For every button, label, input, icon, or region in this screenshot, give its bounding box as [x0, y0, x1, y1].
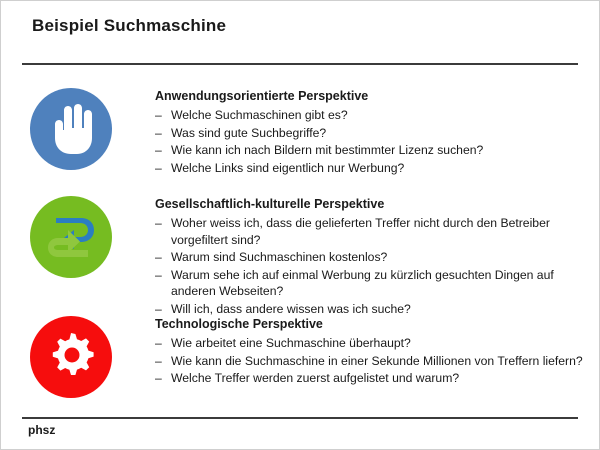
bullet-list — [155, 335, 585, 387]
list-item: – Will ich, dass andere wissen was ich suche? — [155, 301, 585, 318]
page-title: Beispiel Suchmaschine — [32, 16, 227, 35]
block-text-social — [155, 196, 585, 318]
block-heading: Anwendungsorientierte Perspektive — [155, 89, 369, 103]
footer-divider — [22, 417, 578, 419]
hand-icon — [30, 88, 112, 170]
footer-logo: phsz — [28, 423, 56, 437]
title-divider — [22, 63, 578, 65]
block-text-applied — [155, 88, 585, 177]
list-item: – Warum sehe ich auf einmal Werbung zu kürzlich gesuchten Dingen auf anderen Webseiten? — [155, 267, 585, 300]
list-item: – Wie kann ich nach Bildern mit bestimmter Lizenz suchen? — [155, 142, 585, 159]
bullet-list — [155, 215, 585, 317]
list-item: – Was sind gute Suchbegriffe? — [155, 125, 585, 142]
list-item: – Wie kann die Suchmaschine in einer Sekunde Millionen von Treffern liefern? — [155, 353, 585, 370]
list-item: – Wie arbeitet eine Suchmaschine überhaupt? — [155, 335, 585, 352]
block-heading: Technologische Perspektive — [155, 317, 323, 331]
list-item: – Warum sind Suchmaschinen kostenlos? — [155, 249, 585, 266]
list-item: – Welche Links sind eigentlich nur Werbung? — [155, 160, 585, 177]
arrows-exchange-icon — [30, 196, 112, 278]
list-item: – Woher weiss ich, dass die gelieferten Treffer nicht durch den Betreiber vorgefiltert sind? — [155, 215, 585, 248]
bullet-list — [155, 107, 585, 176]
block-heading: Gesellschaftlich-kulturelle Perspektive — [155, 197, 385, 211]
gear-icon — [30, 316, 112, 398]
list-item: – Welche Suchmaschinen gibt es? — [155, 107, 585, 124]
list-item: – Welche Treffer werden zuerst aufgelistet und warum? — [155, 370, 585, 387]
block-text-technological — [155, 316, 585, 388]
